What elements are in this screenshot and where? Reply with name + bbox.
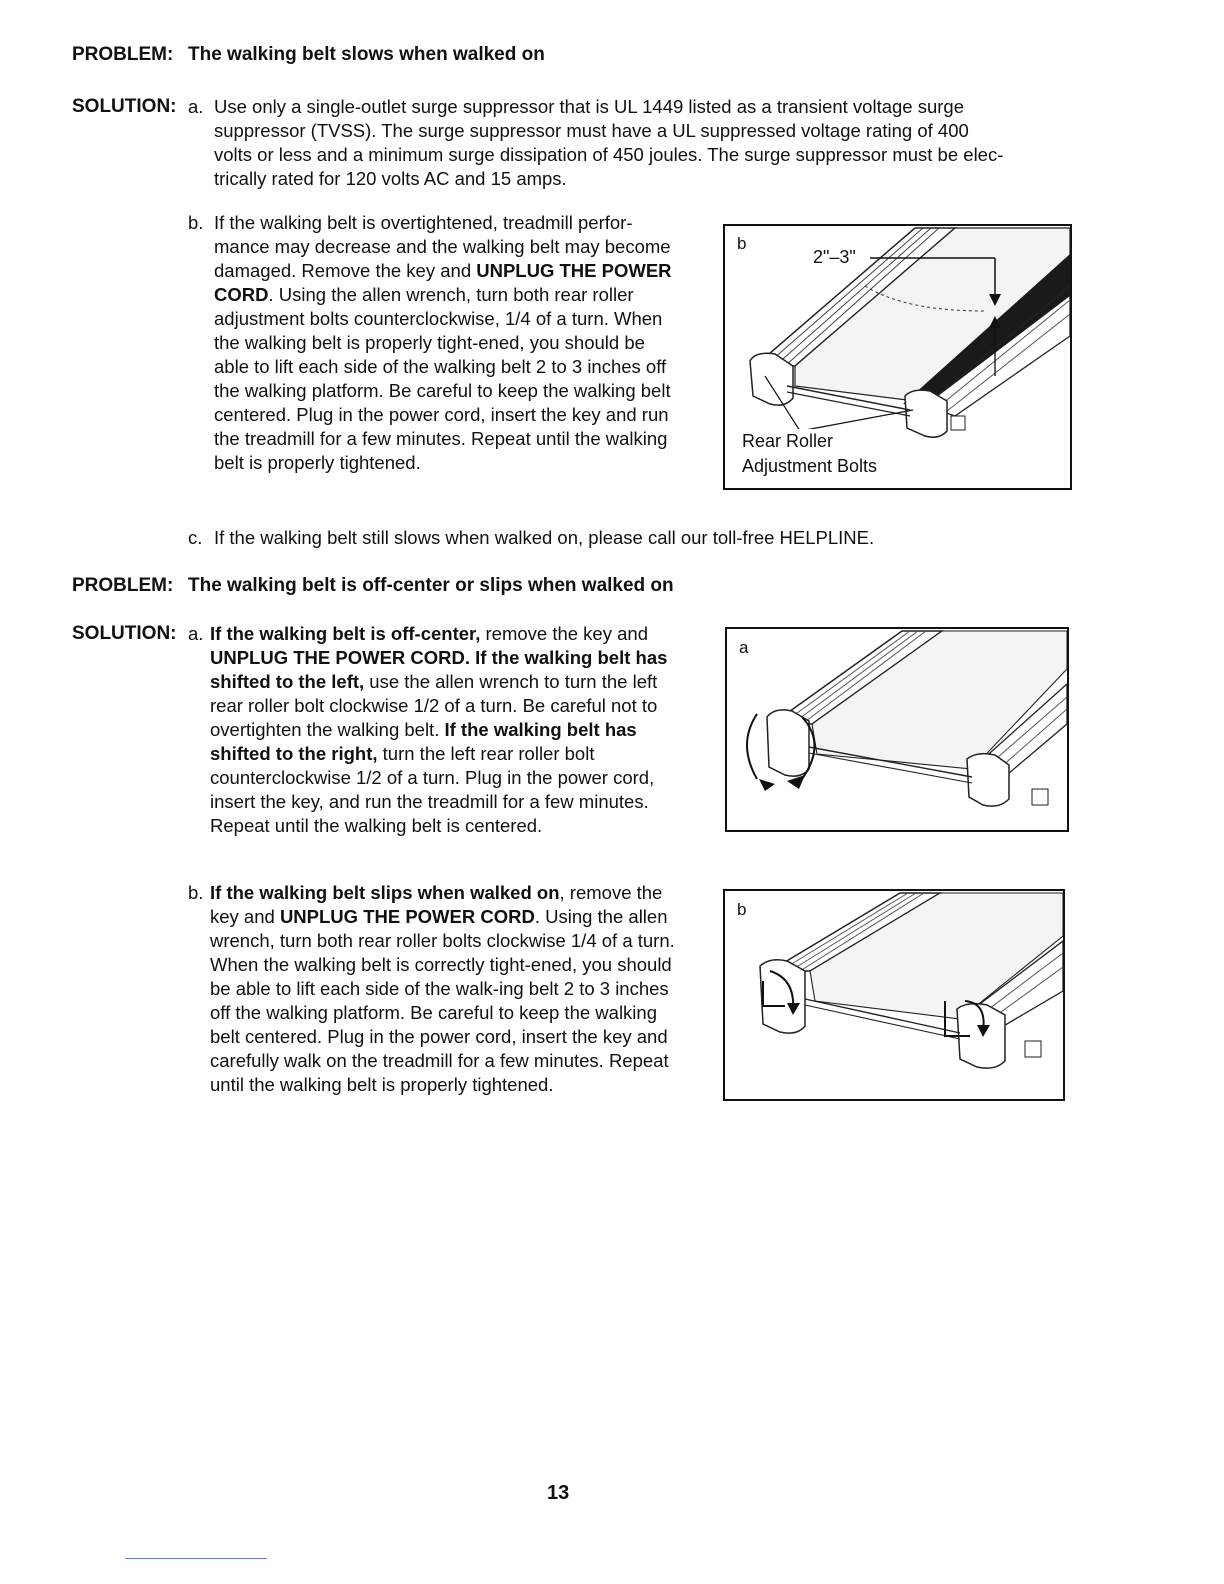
solution-1a-line: volts or less and a minimum surge dissipation of 450 joules. The surge suppressor must be elec- xyxy=(214,144,1004,165)
text-run: . Using the allen wrench, turn both rear roller bolts clockwise 1/4 of a turn. When the walking belt is correctly tight-ened, you should be able to lift each side of the walk-ing belt 2 to 3 inches off the walking platform. Be careful to keep the walking belt centered. Plug in the power cord, insert the key and carefully walk on the treadmill for a few minutes. Repeat until the walking belt is properly tightened. xyxy=(210,906,675,1095)
problem-label-2: PROBLEM: xyxy=(72,575,174,596)
figure-belt-center-adjust xyxy=(725,627,1069,832)
text-run: use the allen wrench to turn the left rear roller bolt clockwise 1/2 of a turn. Be careful not to overtighten the walking belt. xyxy=(210,671,658,740)
caption-line: Rear Roller xyxy=(742,431,834,451)
item-marker-2a: a. xyxy=(188,623,204,644)
figure-rear-roller-adjustment xyxy=(723,224,1072,490)
text-run-bold: UNPLUG THE POWER CORD xyxy=(214,260,672,305)
solution-1a-line: trically rated for 120 volts AC and 15 amps. xyxy=(214,168,567,189)
text-run: remove the key and xyxy=(480,623,648,644)
page-number: 13 xyxy=(547,1482,570,1504)
solution-1a-text xyxy=(214,95,1094,191)
text-run: , remove the key and xyxy=(210,882,663,927)
figure-letter: b xyxy=(737,900,747,919)
figure-letter: b xyxy=(737,234,747,253)
text-run-bold: If the walking belt is off-center, xyxy=(210,623,481,644)
caption-line: Adjustment Bolts xyxy=(742,456,878,476)
item-marker-1c: c. xyxy=(188,527,203,548)
problem-title-2: The walking belt is off-center or slips when walked on xyxy=(188,575,674,596)
solution-1b-text xyxy=(214,211,676,475)
item-marker-1b: b. xyxy=(188,212,204,233)
solution-label-1: SOLUTION: xyxy=(72,96,177,117)
solution-2b-text xyxy=(210,881,680,1097)
text-run-bold: If the walking belt has shifted to the right, xyxy=(210,719,637,764)
problem-label-1: PROBLEM: xyxy=(72,44,174,65)
solution-1c-text: If the walking belt still slows when walked on, please call our toll-free HELPLINE. xyxy=(214,527,875,548)
text-run-bold: UNPLUG THE POWER CORD xyxy=(279,906,535,927)
solution-label-2: SOLUTION: xyxy=(72,623,177,644)
solution-1a-line: Use only a single-outlet surge suppressor that is UL 1449 listed as a transient voltage surge xyxy=(214,96,965,117)
figure-caption xyxy=(742,429,877,479)
text-run-bold: UNPLUG THE POWER CORD. If the walking belt has shifted to the left, xyxy=(210,647,668,692)
treadmill-left-bolt-illustration xyxy=(727,629,1067,830)
measurement-label: 2"–3" xyxy=(813,247,856,267)
solution-2a-text xyxy=(210,622,678,838)
figure-belt-slip-adjust xyxy=(723,889,1065,1101)
figure-letter: a xyxy=(739,638,749,657)
text-run: If the walking belt is overtightened, treadmill perfor-mance may decrease and the walking belt may become damaged. Remove the key and xyxy=(214,212,671,281)
text-run: turn the left rear roller bolt counterclockwise 1/2 of a turn. Plug in the power cord, insert the key, and run the treadmill for a few minutes. Repeat until the walking belt is centered. xyxy=(210,743,655,836)
problem-title-1: The walking belt slows when walked on xyxy=(188,44,545,65)
treadmill-both-bolts-illustration xyxy=(725,891,1063,1099)
text-run: . Using the allen wrench, turn both rear roller adjustment bolts counterclockwise, 1/4 of a turn. When the walking belt is properly tight-ened, you should be able to lift each side of the walking belt 2 to 3 inches off the walking platform. Be careful to keep the walking belt centered. Plug in the power cord, insert the key and run the treadmill for a few minutes. Repeat until the walking belt is properly tightened. xyxy=(214,284,671,473)
item-marker-1a: a. xyxy=(188,96,204,117)
text-run-bold: If the walking belt slips when walked on xyxy=(210,882,560,903)
edge-line xyxy=(125,1558,267,1559)
solution-1a-line: suppressor (TVSS). The surge suppressor must have a UL suppressed voltage rating of 400 xyxy=(214,120,969,141)
item-marker-2b: b. xyxy=(188,882,204,903)
